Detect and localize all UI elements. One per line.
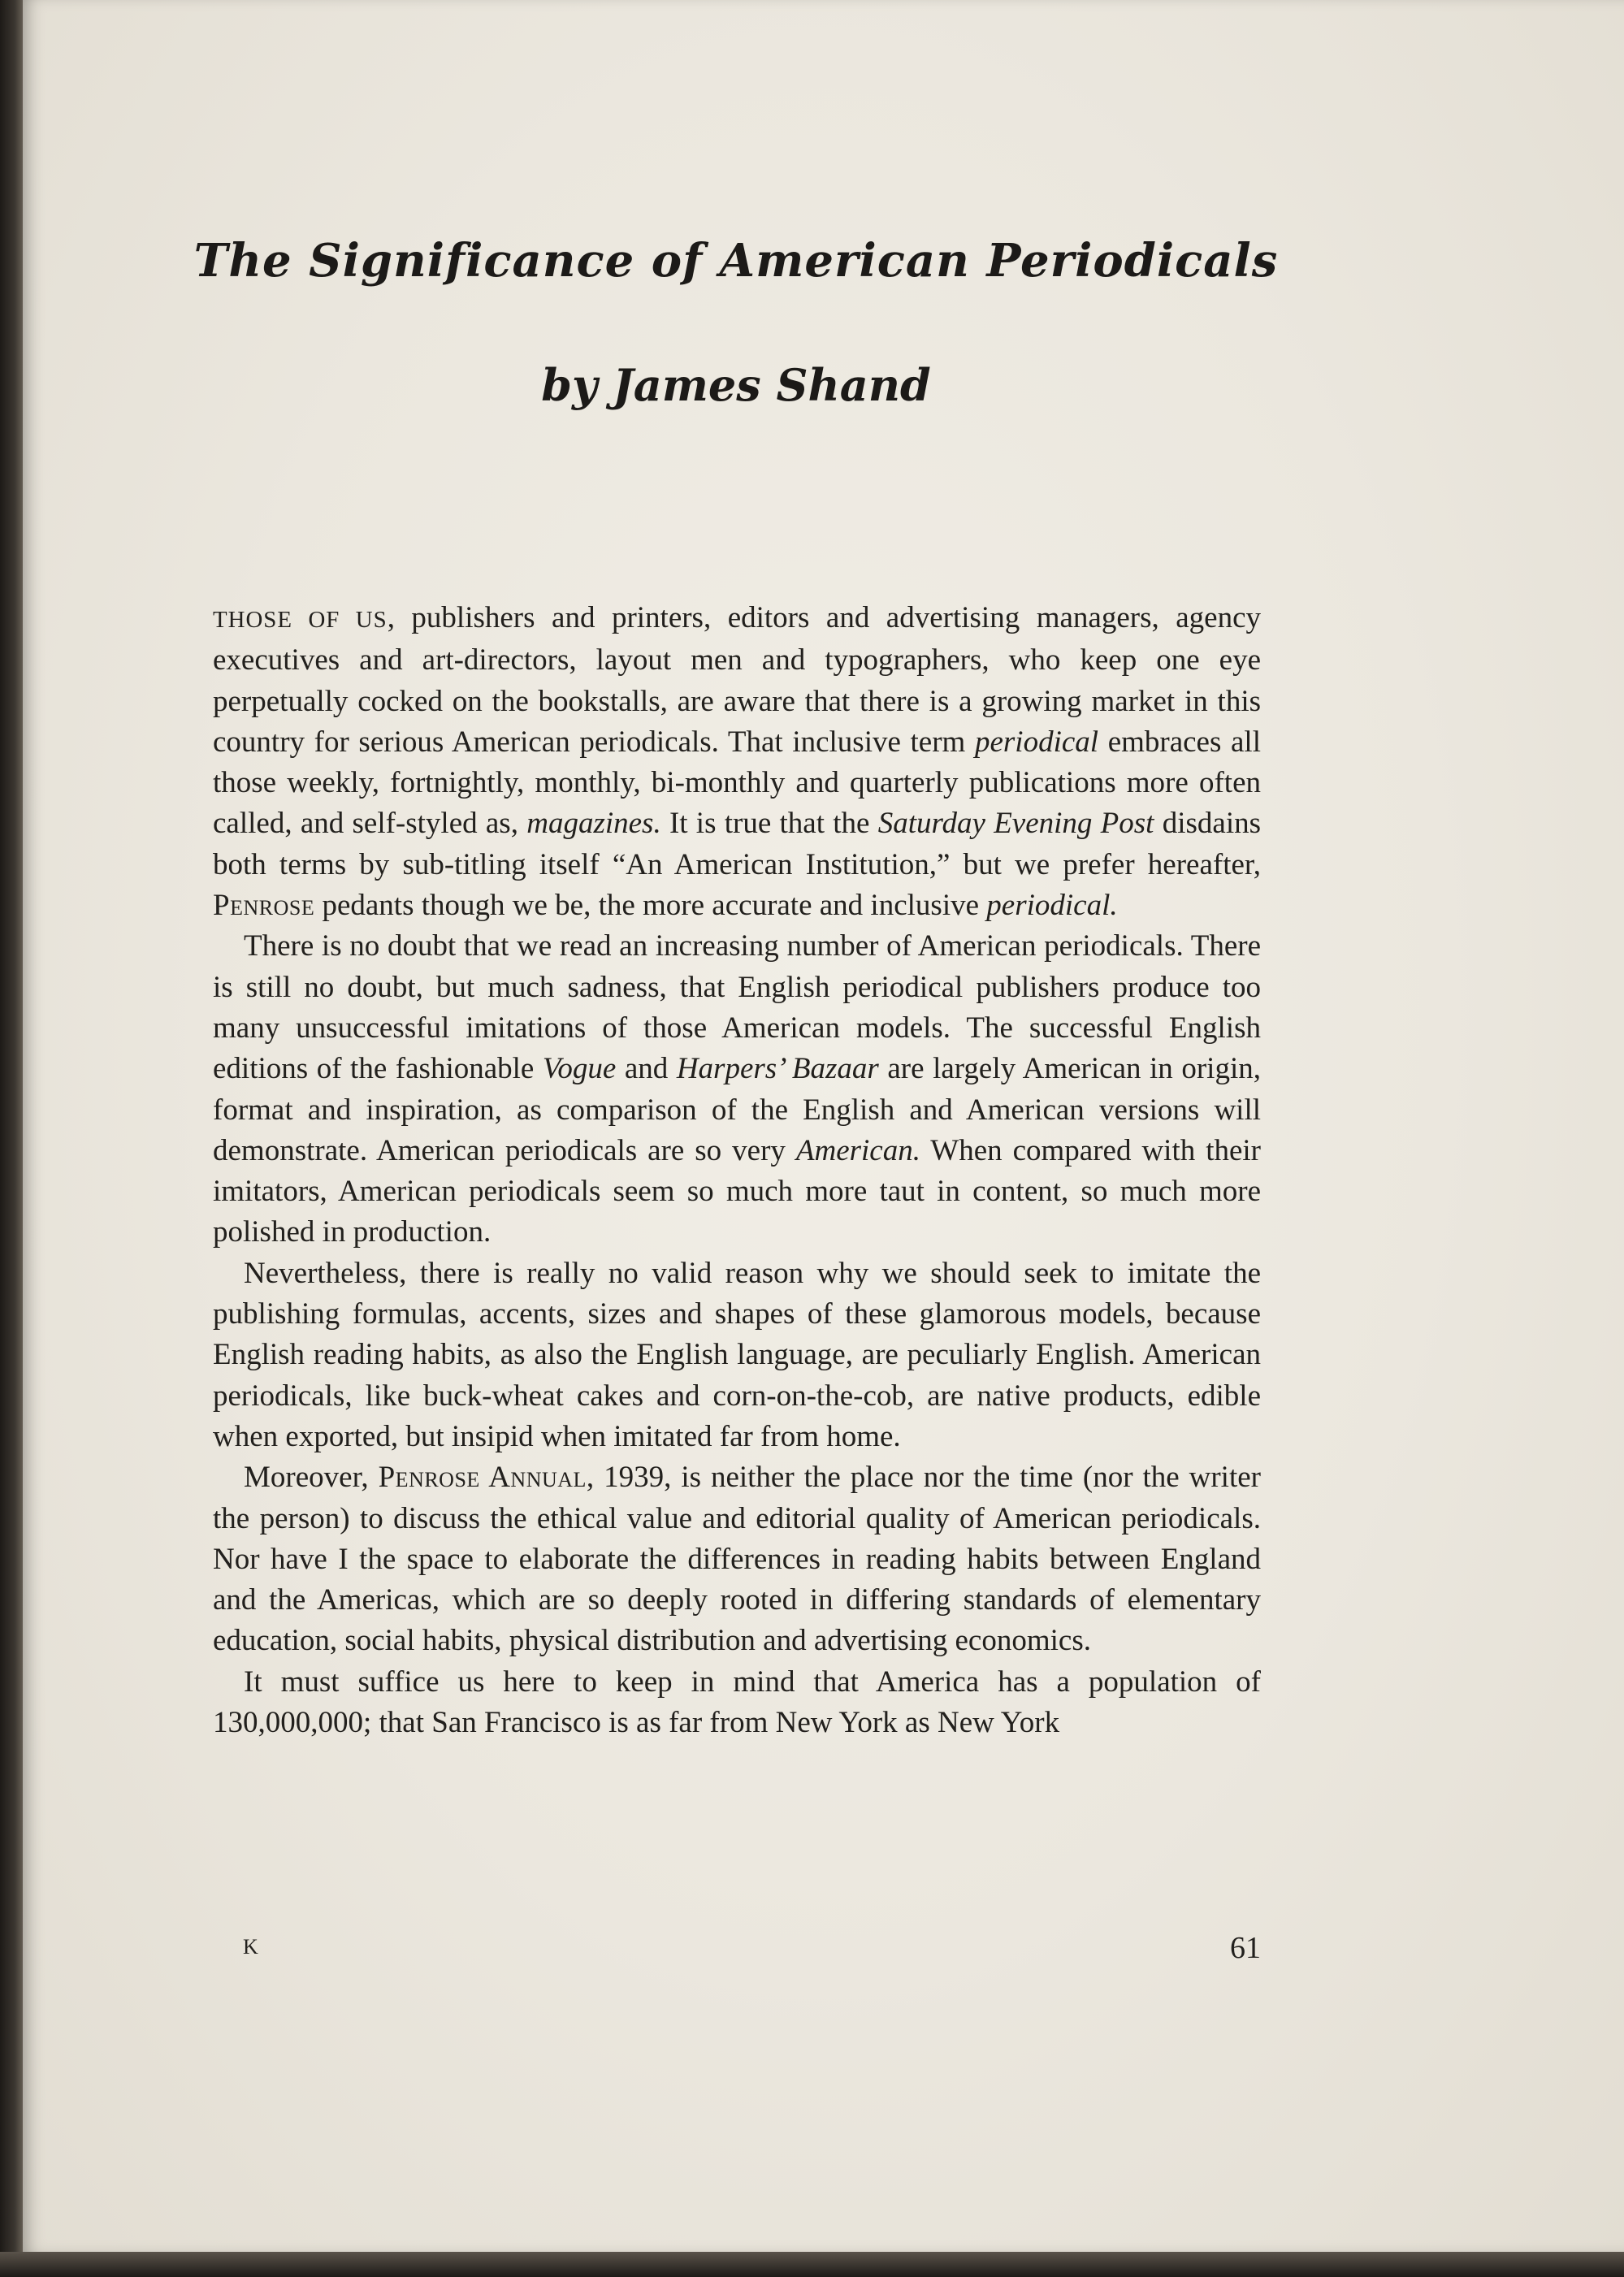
italic-text: American. [795,1133,920,1167]
text-run: pedants though we be, the more accurate and inclusive [314,889,987,923]
text-run: Moreover, [244,1461,379,1495]
text-run: , 1939, is neither the place nor the time (nor the writer the person) to discuss the ethical value and editorial quality of American periodicals. Nor have I the space to elaborate the differences in reading habits between England and the Americas, which are so deeply rooted in differing standards of elementary education, social habits, physical distribution and advertising economics. [213,1461,1261,1658]
body-paragraph [213,1457,1261,1661]
body-paragraph [213,598,1261,926]
body-paragraph [213,1662,1261,1744]
text-run: and [616,1052,677,1086]
text-run: are largely American in origin, format and inspiration, as comparison of the English and American versions will demonstrate. American periodicals are so very [213,1052,1261,1167]
text-run: When compared with their imitators, American periodicals seem so much more taut in content, so much more polished in production. [213,1133,1261,1249]
paragraph-lead-in: THOSE OF US [213,607,388,633]
text-run: It must suffice us here to keep in mind that America has a population of 130,000,000; that San Francisco is as far from New York as New York [213,1664,1261,1740]
page-bottom-edge [0,2252,1624,2277]
text-run: Nevertheless, there is really no valid reason why we should seek to imitate the publishing formulas, accents, sizes and shapes of these glamorous models, because English reading habits, as also the English language, are peculiarly English. American periodicals, like buck-wheat cakes and corn-on-the-cob, are native products, edible when exported, but insipid when imitated far from home. [213,1256,1261,1453]
article-byline: by James Shand [541,359,931,411]
text-run: disdains both terms by sub-titling itself “An American Institution,” but we prefer hereafter, [213,807,1262,881]
text-run: There is no doubt that we read an increasing number of American periodicals. There is still no doubt, but much sadness, that English periodical publishers produce too many unsuccessful imitations of those American models. The successful English editions of the fashionable [213,929,1261,1086]
italic-text: magazines. [526,807,661,841]
italic-text: Harpers’ Bazaar [676,1052,879,1086]
text-run: , publishers and printers, editors and advertising managers, agency executives and art-directors, layout men and typographers, who keep one eye perpetually cocked on the bookstalls, are aware that there is a growing market in this country for serious American periodicals. That inclusive term [213,601,1261,759]
article-title: The Significance of American Periodicals [193,234,1279,288]
small-caps-text: Penrose [213,889,315,923]
book-binding-edge [0,0,24,2277]
article-body [213,598,1261,1743]
body-paragraph [213,1253,1261,1457]
text-run: embraces all those weekly, fortnightly, monthly, bi-monthly and quarterly publications more often called, and self-styled as, [213,725,1261,841]
body-paragraph [213,926,1261,1253]
signature-mark: K [243,1935,258,1959]
italic-text: Vogue [542,1052,617,1086]
italic-text: periodical [974,725,1099,759]
page-number: 61 [1230,1931,1261,1965]
small-caps-text: Penrose Annual [378,1461,587,1495]
italic-text: periodical. [986,889,1118,923]
italic-text: Saturday Evening Post [877,807,1154,841]
text-run: It is true that the [660,807,878,841]
